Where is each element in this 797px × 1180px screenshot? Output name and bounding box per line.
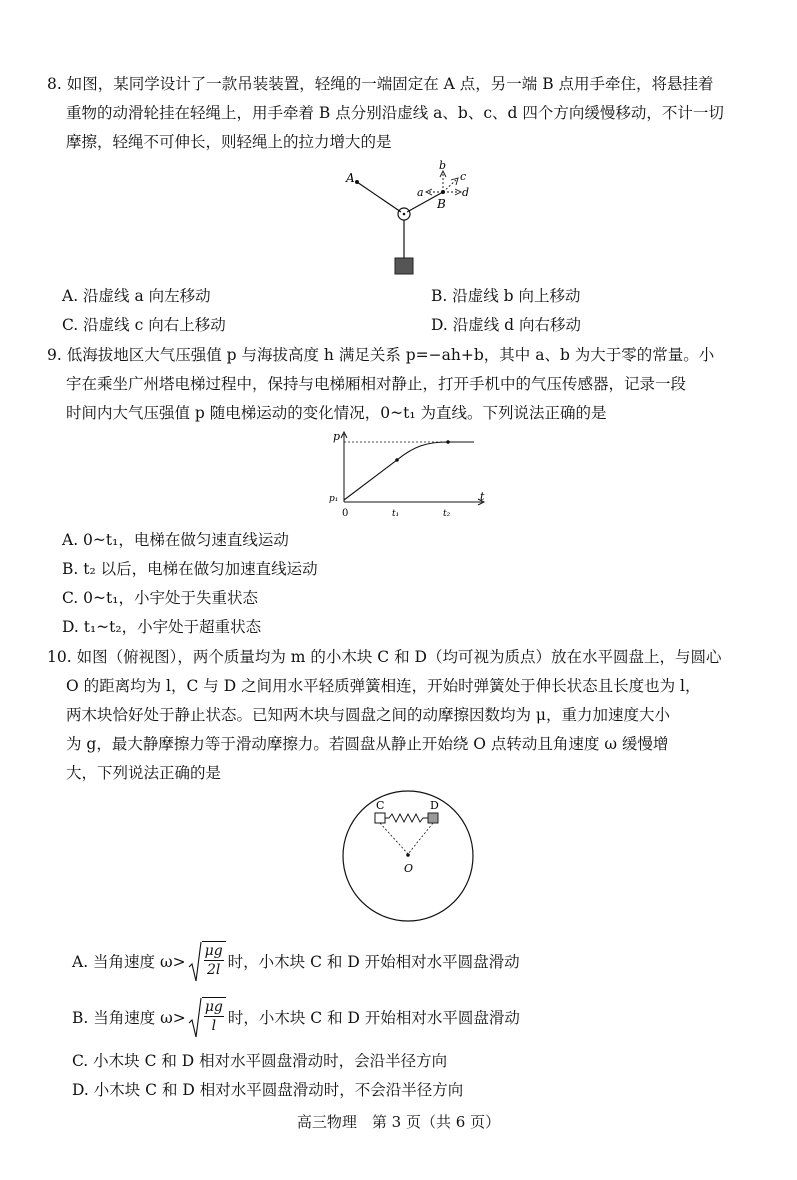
q10-option-b-suffix: 时，小木块 C 和 D 开始相对水平圆盘滑动 xyxy=(227,1009,520,1027)
q8-option-b[interactable]: B. 沿虚线 b 向上移动 xyxy=(431,287,581,305)
sqrt-expression-a xyxy=(188,941,226,983)
fraction-numerator: μg xyxy=(204,943,223,959)
radical-sign-icon xyxy=(188,941,202,983)
q9-stem-line-3: 时间内大气压强值 p 随电梯运动的变化情况，0~t₁ 为直线。下列说法正确的是 xyxy=(66,404,607,422)
point-a xyxy=(355,180,359,184)
q10-stem-line-3: 两木块恰好处于静止状态。已知两木块与圆盘之间的动摩擦因数均为 μ，重力加速度大小 xyxy=(66,706,671,724)
t1-label: t₁ xyxy=(392,509,400,519)
label-o: O xyxy=(404,862,414,875)
q10-option-d[interactable]: D. 小木块 C 和 D 相对水平圆盘滑动时，不会沿半径方向 xyxy=(72,1081,464,1099)
center-o xyxy=(406,853,410,857)
q8-option-a[interactable]: A. 沿虚线 a 向左移动 xyxy=(62,287,211,305)
q10-turntable-figure xyxy=(339,788,479,928)
radius-c xyxy=(380,823,408,854)
q10-option-a[interactable] xyxy=(72,940,520,984)
q8-stem-line-2: 重物的动滑轮挂在轻绳上，用手牵着 B 点分别沿虚线 a、b、c、d 四个方向缓慢移动，不计一切 xyxy=(66,104,724,122)
q10-option-a-suffix: 时，小木块 C 和 D 开始相对水平圆盘滑动 xyxy=(227,953,520,971)
block-c xyxy=(375,813,385,823)
label-d: D xyxy=(430,799,439,812)
fraction-numerator: μg xyxy=(204,999,223,1015)
rope-left xyxy=(357,182,401,212)
q8-option-d[interactable]: D. 沿虚线 d 向右移动 xyxy=(431,316,582,334)
radius-d xyxy=(408,823,433,854)
q9-option-b[interactable]: B. t₂ 以后，电梯在做匀加速直线运动 xyxy=(62,560,318,578)
block-d xyxy=(428,813,438,823)
label-a-point: A xyxy=(346,171,355,185)
origin-label: 0 xyxy=(342,508,349,519)
point-t2 xyxy=(446,440,450,444)
q10-option-b-prefix: B. 当角速度 ω> xyxy=(72,1009,186,1027)
q9-pressure-graph xyxy=(322,428,492,522)
label-b-point: B xyxy=(437,197,446,211)
q9-stem-line-2: 宇在乘坐广州塔电梯过程中，保持与电梯厢相对静止，打开手机中的气压传感器，记录一段 xyxy=(66,375,687,393)
q10-option-a-prefix: A. 当角速度 ω> xyxy=(72,953,186,971)
fraction-denominator: 2l xyxy=(206,962,221,978)
p1-label: p₁ xyxy=(329,494,339,504)
radical-sign-icon xyxy=(188,997,202,1039)
q8-option-c[interactable]: C. 沿虚线 c 向右上移动 xyxy=(62,316,226,334)
pressure-curve xyxy=(344,442,474,500)
q9-option-d[interactable]: D. t₁~t₂，小宇处于超重状态 xyxy=(62,618,262,636)
q8-stem-line-3: 摩擦，轻绳不可伸长，则轻绳上的拉力增大的是 xyxy=(66,133,392,151)
sqrt-expression-b xyxy=(188,997,226,1039)
page-footer: 高三物理 第 3 页（共 6 页） xyxy=(296,1113,501,1131)
q9-stem-line-1: 9. 低海拔地区大气压强值 p 与海拔高度 h 满足关系 p=−ah+b，其中 a、b 为大于零的常量。小 xyxy=(47,346,715,364)
label-b-dir: b xyxy=(439,159,447,172)
q9-option-c[interactable]: C. 0~t₁，小宇处于失重状态 xyxy=(62,589,258,607)
q8-stem-line-1: 8. 如图，某同学设计了一款吊装装置，轻绳的一端固定在 A 点，另一端 B 点用手牵住，将悬挂着 xyxy=(47,75,714,93)
t2-label: t₂ xyxy=(443,509,451,519)
q8-pulley-figure xyxy=(338,158,478,278)
y-axis-label: p xyxy=(333,430,341,443)
q10-option-c[interactable]: C. 小木块 C 和 D 相对水平圆盘滑动时，会沿半径方向 xyxy=(72,1052,448,1070)
point-t1 xyxy=(395,458,399,462)
q10-stem-line-4: 为 g，最大静摩擦力等于滑动摩擦力。若圆盘从静止开始绕 O 点转动且角速度 ω 缓慢增 xyxy=(66,735,669,753)
x-axis-label: t xyxy=(480,490,485,503)
spring xyxy=(385,814,428,822)
fraction-denominator: l xyxy=(211,1018,217,1034)
q10-stem-line-2: O 的距离均为 l，C 与 D 之间用水平轻质弹簧相连，开始时弹簧处于伸长状态且长度也为 l， xyxy=(66,677,701,695)
pulley-axle xyxy=(403,213,406,216)
arrow-c xyxy=(443,180,456,192)
label-d-dir: d xyxy=(462,186,470,199)
label-a-dir: a xyxy=(417,186,424,199)
weight-block xyxy=(395,258,413,274)
q10-stem-line-1: 10. 如图（俯视图），两个质量均为 m 的小木块 C 和 D（均可视为质点）放在水平圆盘上，与圆心 xyxy=(47,648,722,666)
label-c: C xyxy=(376,799,385,812)
q10-stem-line-5: 大，下列说法正确的是 xyxy=(66,764,222,782)
label-c-dir: c xyxy=(460,170,467,183)
q10-option-b[interactable] xyxy=(72,996,520,1040)
q9-option-a[interactable]: A. 0~t₁，电梯在做匀速直线运动 xyxy=(62,531,289,549)
